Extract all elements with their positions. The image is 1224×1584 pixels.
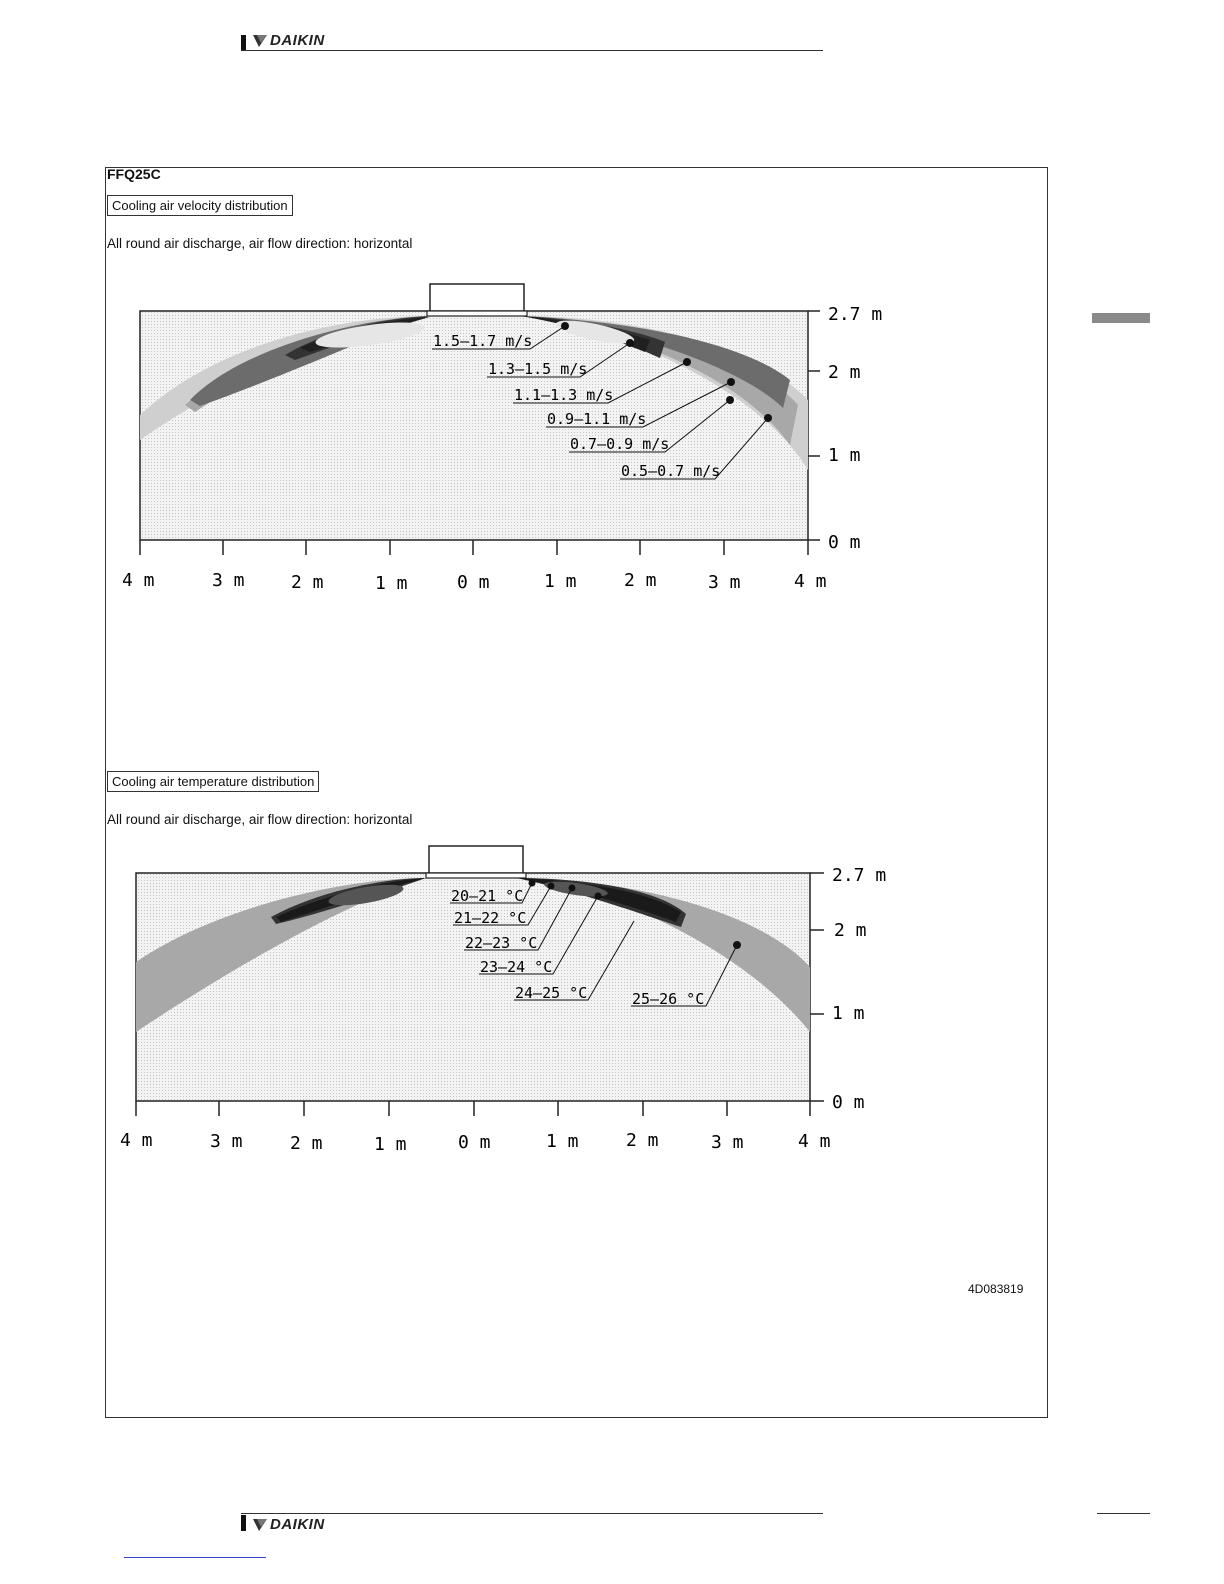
model-title: FFQ25C bbox=[107, 166, 161, 182]
velocity-x-label: 1 m bbox=[544, 571, 577, 592]
velocity-x-label: 4 m bbox=[122, 570, 155, 591]
temperature-x-label: 3 m bbox=[210, 1131, 243, 1152]
velocity-y-label: 2.7 m bbox=[828, 304, 883, 325]
velocity-x-label: 3 m bbox=[212, 570, 245, 591]
temperature-section-subtitle: All round air discharge, air flow direction: horizontal bbox=[107, 812, 413, 827]
velocity-x-label: 2 m bbox=[291, 572, 324, 593]
temperature-x-label: 2 m bbox=[626, 1130, 659, 1151]
temperature-x-label: 4 m bbox=[120, 1130, 153, 1151]
footer-logo-bar bbox=[241, 1515, 246, 1531]
velocity-x-label: 4 m bbox=[794, 571, 827, 592]
temperature-y-label: 0 m bbox=[832, 1092, 865, 1113]
indoor-unit-icon bbox=[429, 846, 523, 873]
temperature-x-label: 4 m bbox=[798, 1131, 831, 1152]
temperature-x-label: 2 m bbox=[290, 1133, 323, 1154]
velocity-distribution-diagram bbox=[100, 270, 900, 600]
temperature-x-label: 1 m bbox=[546, 1131, 579, 1152]
velocity-x-label: 3 m bbox=[708, 572, 741, 593]
velocity-legend-label: 1.3–1.5 m/s bbox=[488, 360, 588, 378]
indoor-unit-icon bbox=[430, 284, 524, 311]
temperature-y-label: 2 m bbox=[834, 920, 867, 941]
velocity-section-subtitle: All round air discharge, air flow direction: horizontal bbox=[107, 236, 413, 251]
temperature-x-label: 0 m bbox=[458, 1132, 491, 1153]
temperature-legend-label: 24–25 °C bbox=[515, 984, 588, 1002]
section-tab-marker bbox=[1092, 313, 1150, 323]
velocity-legend-label: 1.1–1.3 m/s bbox=[514, 386, 614, 404]
temperature-legend-label: 20–21 °C bbox=[451, 887, 524, 905]
temperature-x-label: 1 m bbox=[374, 1134, 407, 1155]
temperature-x-label: 3 m bbox=[711, 1132, 744, 1153]
temperature-y-label: 2.7 m bbox=[832, 865, 887, 886]
velocity-section-title: Cooling air velocity distribution bbox=[107, 195, 293, 216]
header-rule bbox=[241, 50, 823, 51]
velocity-legend-label: 0.9–1.1 m/s bbox=[547, 410, 647, 428]
temperature-y-label: 1 m bbox=[832, 1003, 865, 1024]
footer-link-underline[interactable] bbox=[124, 1557, 266, 1558]
velocity-legend-label: 0.5–0.7 m/s bbox=[621, 462, 721, 480]
velocity-legend-label: 0.7–0.9 m/s bbox=[570, 435, 670, 453]
document-id: 4D083819 bbox=[968, 1282, 1024, 1296]
daikin-logo-icon bbox=[253, 1518, 267, 1532]
velocity-x-label: 2 m bbox=[624, 570, 657, 591]
temperature-legend-label: 23–24 °C bbox=[480, 958, 553, 976]
temperature-distribution-diagram bbox=[96, 832, 896, 1162]
temperature-section-title: Cooling air temperature distribution bbox=[107, 771, 319, 792]
footer-brand: DAIKIN bbox=[270, 1516, 325, 1533]
temperature-legend-label: 25–26 °C bbox=[632, 990, 705, 1008]
velocity-y-label: 0 m bbox=[828, 532, 861, 553]
footer-rule bbox=[241, 1513, 823, 1514]
velocity-legend-label: 1.5–1.7 m/s bbox=[433, 332, 533, 350]
temperature-legend-label: 22–23 °C bbox=[465, 934, 538, 952]
footer-right-rule bbox=[1097, 1513, 1150, 1514]
temperature-plot-area bbox=[136, 873, 810, 1101]
header-logo-bar bbox=[241, 35, 246, 51]
velocity-y-label: 1 m bbox=[828, 445, 861, 466]
velocity-x-label: 1 m bbox=[375, 573, 408, 594]
daikin-logo-icon bbox=[253, 34, 267, 48]
temperature-legend-label: 21–22 °C bbox=[454, 909, 527, 927]
header-brand: DAIKIN bbox=[270, 32, 325, 49]
velocity-x-label: 0 m bbox=[457, 572, 490, 593]
velocity-y-label: 2 m bbox=[828, 362, 861, 383]
